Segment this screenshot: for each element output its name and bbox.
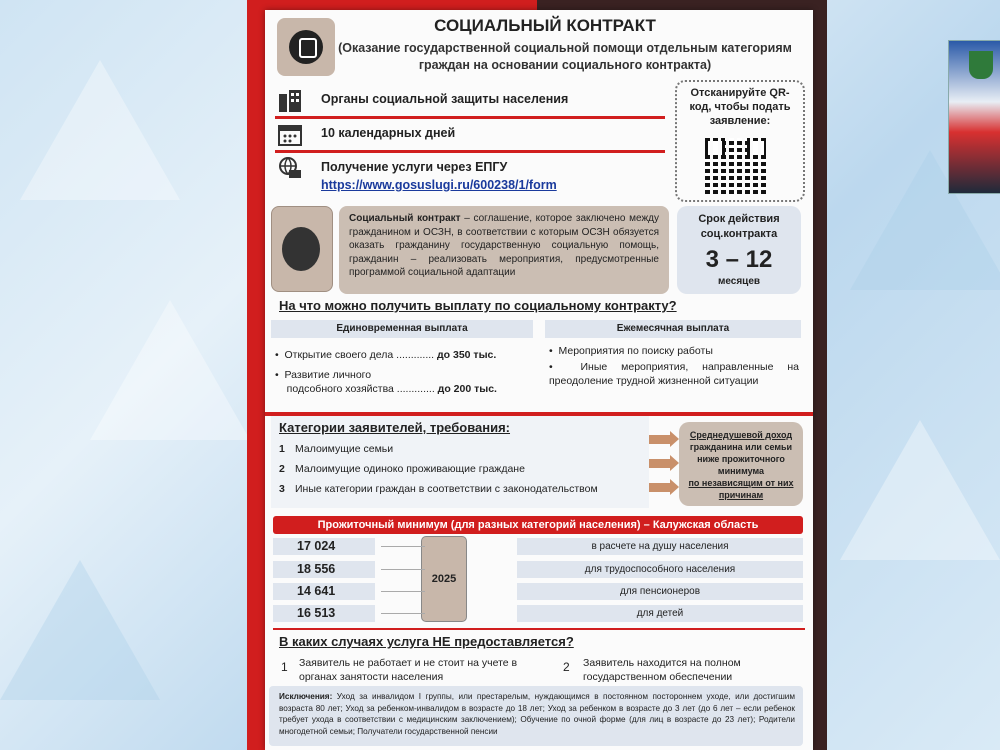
contract-document-icon [271,206,333,292]
page-subtitle: (Оказание государственной социальной помощи отдельным категориям граждан на основании социального контракта) [338,41,792,72]
section-divider [273,628,805,630]
info-epgu [275,154,665,196]
definition-text: – соглашение, которое заключено между гражданином и ОСЗН, в соответствии с которым ОСЗН обязуется оказать гражданину государственную социальную помощь, гражданин – реализовать мероприятия, предусмотренные программой социальной адаптации [349,213,659,278]
monthly-header: Ежемесячная выплата [545,320,801,338]
minimum-row: 17 024 в расчете на душу населения [273,538,803,555]
minimum-row: 16 513 для детей [273,605,803,622]
gosuslugi-link[interactable]: https://www.gosuslugi.ru/600238/1/form [321,178,557,192]
bg-triangle [840,420,1000,560]
info-duration [275,120,665,153]
qr-code[interactable] [705,138,767,194]
year-box: 2025 [421,536,467,622]
definition-box [339,206,669,294]
building-icon [277,88,303,112]
arrow-right-icon [649,459,671,468]
term-value: 3 – 12 [705,246,773,273]
globe-laptop-icon [277,156,303,180]
list-item: • Мероприятия по поиску работы [549,345,713,357]
bg-triangle [20,60,180,200]
refusal-case-1: Заявитель не работает и не стоит на учете в органах занятости населения [299,657,518,683]
calendar-icon [277,122,303,146]
refusal-case-2: Заявитель находится на полном государственном обеспечении [583,657,741,683]
poster [265,10,813,750]
list-item: • Развитие личного подсобного хозяйства ............. до 200 тыс. [275,369,497,395]
payments-heading: На что можно получить выплату по социальному контракту? [279,298,677,313]
epgu-text: Получение услуги через ЕПГУ [321,160,508,174]
bg-triangle [90,300,250,440]
qr-caption: Отсканируйте QR-код, чтобы подать заявление: [689,87,791,127]
arrow-right-icon [649,435,671,444]
case-number: 2 [563,660,570,674]
authority-text: Органы социальной защиты населения [321,92,569,106]
income-text: гражданина или семьи ниже прожиточного минимума [689,442,793,476]
income-box [679,422,803,506]
minimum-row: 18 556 для трудоспособного населения [273,561,803,578]
page-title: СОЦИАЛЬНЫЙ КОНТРАКТ [434,16,656,35]
category-item: 2 Малоимущие одиноко проживающие граждане [279,463,525,475]
coins-hand-icon [277,18,335,76]
exceptions-label: Исключения: [279,692,333,701]
bg-triangle [0,560,160,700]
side-thumbnail [948,40,1000,194]
exceptions-box [269,686,803,746]
refusal-heading: В каких случаях услуга НЕ предоставляется? [279,634,574,649]
term-label: Срок действия соц.контракта [698,213,780,240]
term-unit: месяцев [717,276,761,287]
income-reason: по независящим от них причинам [688,478,794,500]
categories-heading: Категории заявителей, требования: [279,420,511,435]
list-item: • Иные мероприятия, направленные на преодоление трудной жизненной ситуации [549,361,799,387]
category-item: 1 Малоимущие семьи [279,443,394,455]
definition-term: Социальный контракт [349,213,461,224]
one-time-header: Единовременная выплата [271,320,533,338]
duration-text: 10 календарных дней [321,126,456,140]
arrow-right-icon [649,483,671,492]
qr-box [675,80,805,202]
minimum-row: 14 641 для пенсионеров [273,583,803,600]
emblem-icon [969,51,993,79]
case-number: 1 [281,660,288,674]
monthly-list [549,344,799,388]
term-box [677,206,801,294]
info-authority [275,86,665,119]
exceptions-text: Уход за инвалидом I группы, или престарелым, нуждающимся в постоянном постороннем уходе, или достигшим возраста 80 лет; Уход за ребенком-инвалидом в возрасте до 18 лет; Уход за ребенком в возрасте до 3 лет (до 6 лет – если ребенок требует ухода в соответствии с медицинским заключением); Обучение по очной форме (для лиц в возрасте до 23 лет); Родители многодетной семьи; Получатели государственной пенсии [279,692,795,736]
category-item: 3 Иные категории граждан в соответствии с законодательством [279,483,598,495]
income-title: Среднедушевой доход [689,430,793,440]
list-item: • Открытие своего дела ............. до 350 тыс. [275,349,497,361]
one-time-list [275,348,535,396]
minimum-header: Прожиточный минимум (для разных категорий населения) – Калужская область [273,516,803,534]
